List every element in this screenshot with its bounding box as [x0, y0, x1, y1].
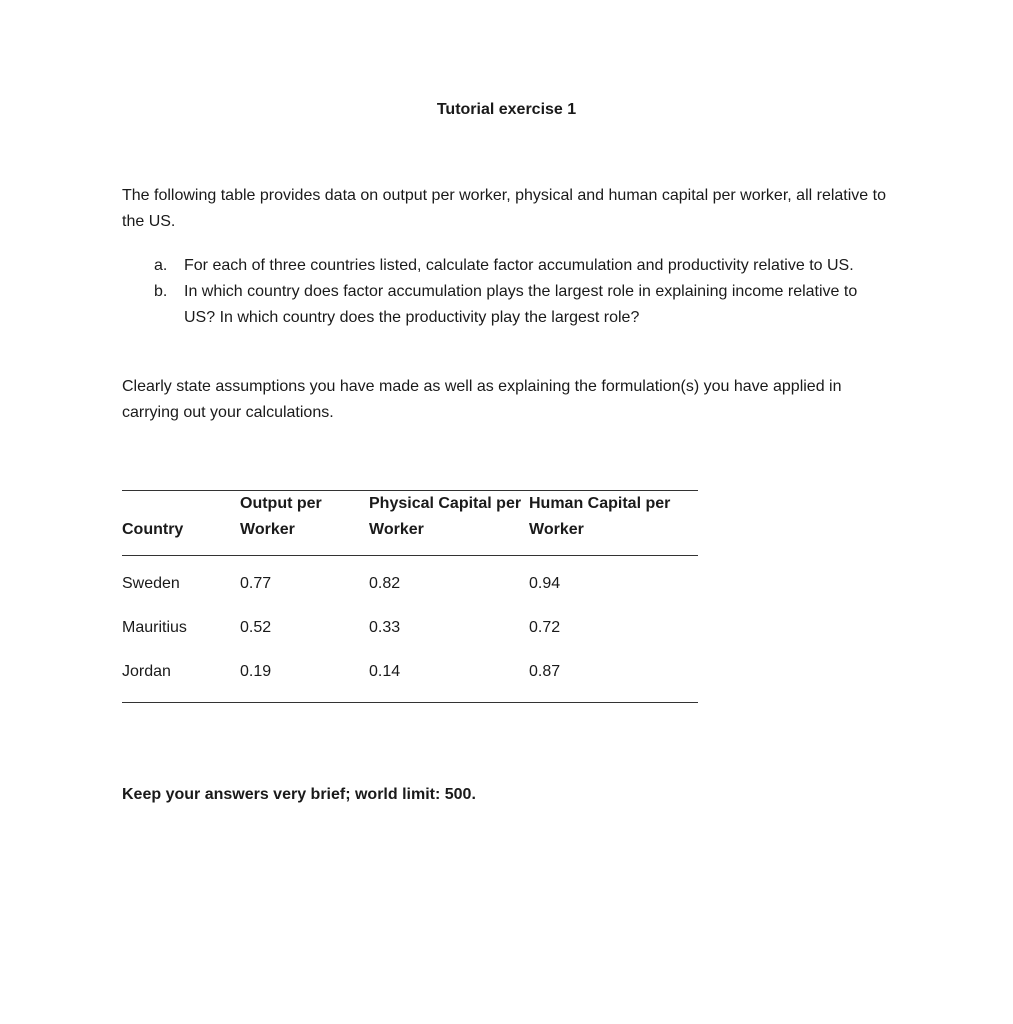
table-row — [122, 556, 698, 607]
table-header-row — [122, 491, 698, 556]
cell-physical-capital: 0.82 — [369, 575, 401, 592]
question-item — [122, 253, 892, 279]
header-output-per-worker: Output per Worker — [240, 491, 369, 556]
cell-output: 0.19 — [240, 663, 272, 680]
header-country: Country — [122, 491, 240, 556]
header-human-capital-per-worker: Human Capital per Worker — [529, 491, 698, 556]
question-text: For each of three countries listed, calculate factor accumulation and productivity relative to US. — [184, 257, 854, 274]
data-table — [122, 490, 698, 703]
document-title: Tutorial exercise 1 — [436, 101, 577, 118]
question-list — [122, 253, 892, 331]
intro-paragraph: The following table provides data on output per worker, physical and human capital per worker, all relative to the US. — [122, 187, 886, 230]
cell-output: 0.77 — [240, 575, 272, 592]
question-item — [122, 279, 892, 331]
question-letter: a. — [154, 257, 168, 274]
cell-output: 0.52 — [240, 619, 272, 636]
cell-human-capital: 0.72 — [529, 619, 561, 636]
assumptions-paragraph: Clearly state assumptions you have made as well as explaining the formulation(s) you have applied in carrying out your calculations. — [122, 378, 842, 421]
word-limit-note: Keep your answers very brief; world limit: 500. — [122, 786, 476, 803]
question-letter: b. — [154, 283, 168, 300]
table-row — [122, 650, 698, 703]
header-physical-capital-per-worker: Physical Capital per Worker — [369, 491, 529, 556]
cell-physical-capital: 0.14 — [369, 663, 401, 680]
data-table-wrapper — [122, 490, 698, 703]
cell-country: Mauritius — [122, 619, 187, 636]
cell-physical-capital: 0.33 — [369, 619, 401, 636]
question-text: In which country does factor accumulation plays the largest role in explaining income relative to US? In which country does the productivity play the largest role? — [184, 283, 858, 326]
table-row — [122, 606, 698, 650]
cell-human-capital: 0.87 — [529, 663, 561, 680]
cell-country: Sweden — [122, 575, 180, 592]
cell-country: Jordan — [122, 663, 171, 680]
cell-human-capital: 0.94 — [529, 575, 561, 592]
